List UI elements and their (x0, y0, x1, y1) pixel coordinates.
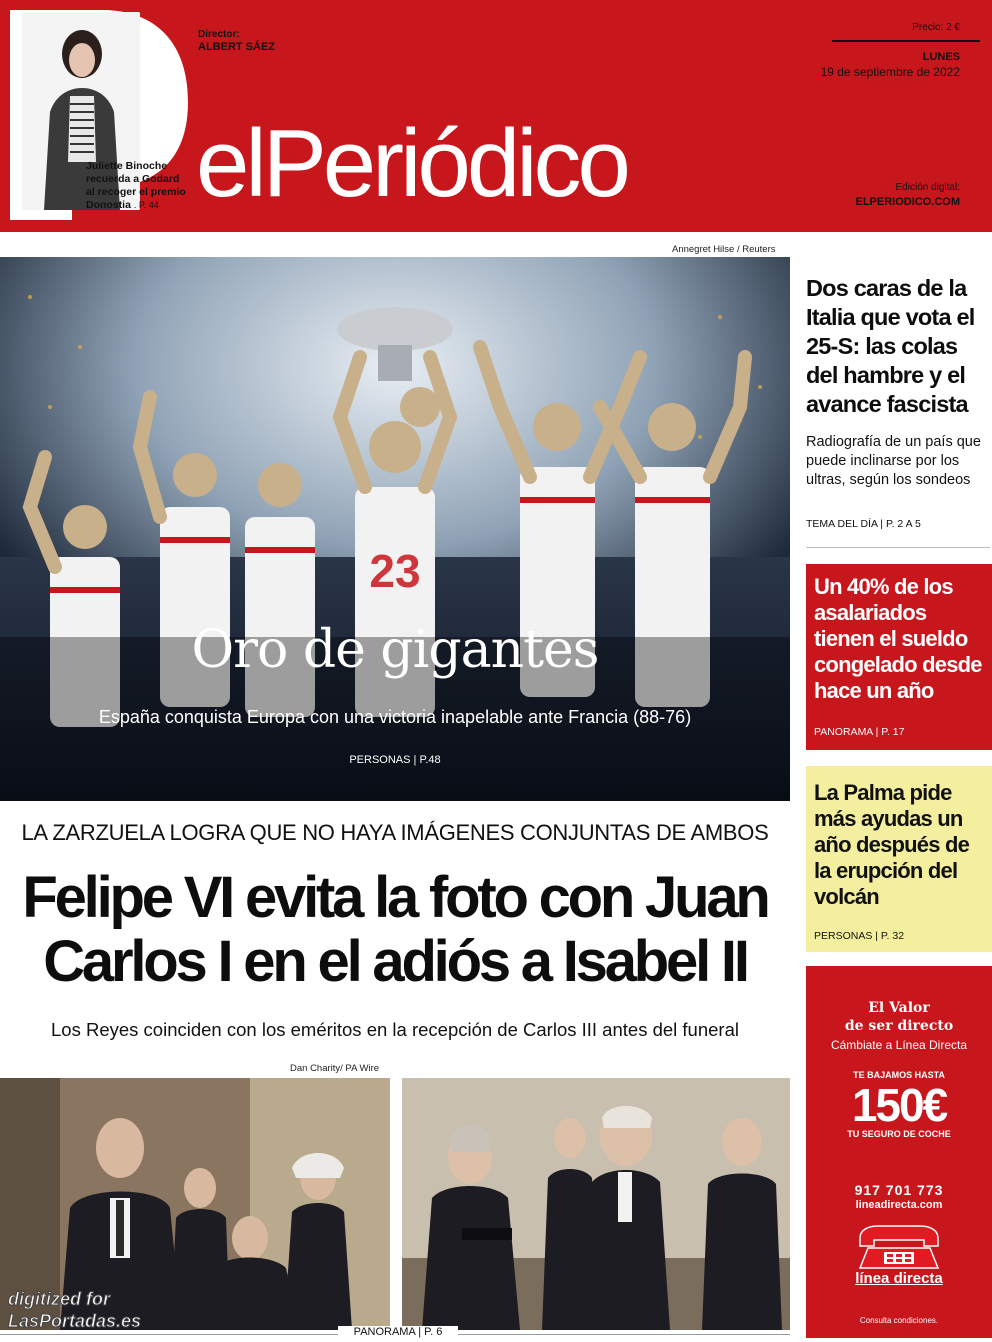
sidebar-story-salaries-headline: Un 40% de los asalariados tienen el sueldo congelado desde hace un año (814, 574, 982, 703)
ad-footnote: Consulta condiciones. (859, 1316, 939, 1325)
sidebar-story-salaries[interactable] (806, 564, 992, 750)
ad-line4: TE BAJAMOS HASTA (853, 1070, 945, 1080)
lead-headline-line2: Carlos I en el adiós a Isabel II (43, 929, 747, 994)
sidebar-story-lapalma-section: PERSONAS | P. 32 (814, 930, 905, 942)
phone-icon (854, 1224, 944, 1270)
watermark-line1: digitized for (8, 1289, 110, 1309)
price: Precio: 2 € (912, 22, 960, 33)
advertisement[interactable] (806, 966, 992, 1338)
ad-line2: de ser directo (844, 1018, 954, 1034)
cover-caption[interactable] (86, 160, 186, 212)
digital-edition-link[interactable]: ELPERIODICO.COM (855, 196, 960, 208)
ad-amount: 150€ (851, 1079, 947, 1131)
royals-photo-right[interactable] (402, 1078, 790, 1330)
lead-section[interactable]: PANORAMA | P. 6 (338, 1326, 458, 1338)
royals-right-illustration (402, 1078, 790, 1330)
director-name: ALBERT SÁEZ (198, 41, 275, 53)
director-label: Director: (198, 29, 240, 40)
issue-day: LUNES (922, 51, 960, 63)
cover-caption-page: . P. 44 (133, 200, 159, 210)
sidebar-story-italy-summary: Radiografía de un país que puede inclinarse por los ultras, según los sondeos (806, 434, 981, 488)
sidebar-story-italy[interactable] (806, 258, 990, 548)
sidebar-story-italy-section: TEMA DEL DÍA | P. 2 A 5 (806, 518, 921, 530)
sidebar-story-italy-headline: Dos caras de la Italia que vota el 25-S: las colas del hambre y el avance fascista (806, 275, 975, 417)
lead-deck: Los Reyes coinciden con los eméritos en la recepción de Carlos III antes del funeral (51, 1019, 739, 1040)
sidebar-story-salaries-section: PANORAMA | P. 17 (814, 726, 905, 738)
cover-caption-text: Juliette Binoche recuerda a Godard al recoger el premio Donostia (86, 160, 186, 211)
ad-line6: TU SEGURO DE COCHE (847, 1129, 951, 1139)
ad-line3: Cámbiate a Línea Directa (830, 1038, 968, 1052)
ad-phone[interactable]: 917 701 773 (854, 1182, 944, 1198)
main-photo-title[interactable]: Oro de gigantes (191, 620, 599, 680)
brand-wordmark[interactable]: elPeriódico (196, 110, 627, 217)
ad-web[interactable]: lineadirecta.com (855, 1199, 943, 1211)
lead-kicker: LA ZARZUELA LOGRA QUE NO HAYA IMÁGENES CONJUNTAS DE AMBOS (21, 820, 769, 845)
main-photo-section[interactable]: PERSONAS | P.48 (349, 754, 441, 766)
masthead (0, 0, 992, 232)
main-photo-subtitle: España conquista Europa con una victoria inapelable ante Francia (88-76) (98, 707, 692, 727)
svg-text:23: 23 (369, 545, 421, 597)
watermark-line2: LasPortadas.es (8, 1311, 142, 1331)
lead-headline-line1: Felipe VI evita la foto con Juan (22, 865, 768, 930)
main-photo-credit: Annegret Hilse / Reuters (672, 244, 776, 255)
lead-photo-credit: Dan Charity/ PA Wire (290, 1063, 380, 1074)
price-divider (832, 40, 980, 42)
ad-brand: línea directa (855, 1270, 943, 1287)
watermark (8, 1288, 141, 1332)
sidebar-story-lapalma[interactable] (806, 766, 992, 952)
director-block (198, 28, 275, 54)
lead-headline[interactable] (0, 866, 790, 994)
digital-edition-label: Edición digital: (895, 182, 960, 193)
ad-line1: El Valor (868, 1000, 930, 1016)
sidebar-story-lapalma-headline: La Palma pide más ayudas un año después de la erupción del volcán (814, 780, 970, 909)
issue-date: 19 de septiembre de 2022 (820, 65, 960, 79)
